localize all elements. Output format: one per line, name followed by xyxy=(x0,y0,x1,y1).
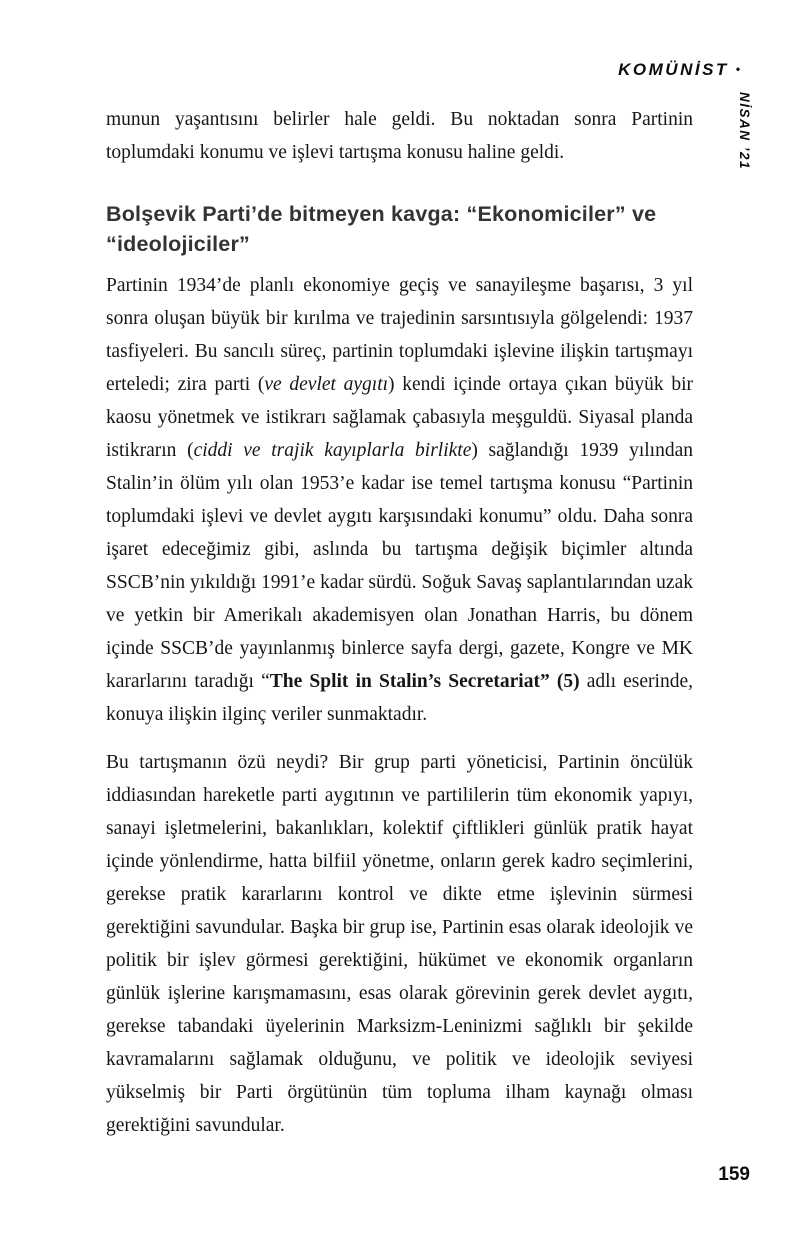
text-run: ) kendi içinde ortaya çıkan büyük bir kaosu yönetmek ve istikrarı sağlamak çabasıyla meşguldü. Siyasal planda istikrarın ( xyxy=(106,374,693,461)
text-run: adlı eserinde, konuya ilişkin ilginç veriler sunmaktadır. xyxy=(106,671,693,725)
section-heading: Bolşevik Parti’de bitmeyen kavga: “Ekonomiciler” ve “ideolojiciler” xyxy=(106,202,657,256)
text-run: ciddi ve trajik kayıplarla birlikte xyxy=(193,440,472,461)
text-run: ) sağlandığı 1939 yılından Stalin’in ölüm yılı olan 1953’e kadar ise temel tartışma konusu “Partinin toplumdaki işlevi ve devlet aygıtı karşısındaki konumu” oldu. Daha sonra işaret edeceğimiz gibi, aslında bu tartışma değişik biçimler altında SSCB’nin yıkıldığı 1991’e kadar sürdü. Soğuk Savaş saplantılarından uzak ve yetkin bir Amerikalı akademisyen olan Jonathan Harris, bu dönem içinde SSCB’de yayınlanmış binlerce sayfa dergi, gazete, Kongre ve MK kararlarını taradığı “ xyxy=(106,440,693,692)
body-paragraph-2 xyxy=(106,746,693,1142)
masthead xyxy=(0,60,740,80)
body-paragraph-1 xyxy=(106,269,693,731)
page-content xyxy=(106,103,693,1157)
masthead-bullet-icon: • xyxy=(735,62,740,76)
text-run: Bu tartışmanın özü neydi? Bir grup parti yöneticisi, Partinin öncülük iddiasından hareketle parti aygıtının ve partililerin tüm ekonomik yapıyı, sanayi işletmelerini, bakanlıkları, kolektif çiftlikleri günlük pratik hayat içinde yönlendirme, hatta bilfiil yönetme, onların gerek kadro seçimlerini, gerekse pratik kararlarını kontrol ve dikte etme işlevinin sürmesi gerektiğini savundular. Başka bir grup ise, Partinin esas olarak ideolojik ve politik bir işlev görmesi gerektiğini, hükümet ve ekonomik organların günlük işlerine karışmamasını, esas olarak görevinin gerek devlet aygıtı, gerekse tabandaki üyelerinin Marksizm-Leninizmi sağlıklı bir şekilde kavramalarını sağlamak olduğunu, ve politik ve ideolojik seviyesi yükselmiş bir Parti örgütünün tüm topluma ilham kaynağı olması gerektiğini savundular. xyxy=(106,752,693,1136)
text-run: The Split in Stalin’s Secretariat” (5) xyxy=(269,671,580,692)
text-run: ve devlet aygıtı xyxy=(264,374,389,395)
page-number: 159 xyxy=(718,1164,750,1185)
issue-date-vertical: NİSAN ’21 xyxy=(737,92,752,171)
text-run: Partinin 1934’de planlı ekonomiye geçiş ve sanayileşme başarısı, 3 yıl sonra oluşan büyük bir kırılma ve trajedinin sarsıntısıyla gölgelendi: 1937 tasfiyeleri. Bu sancılı süreç, partinin toplumdaki işlevine ilişkin tartışmayı erteledi; zira parti ( xyxy=(106,275,693,395)
magazine-title: KOMÜNİST xyxy=(618,60,729,79)
text-run: munun yaşantısını belirler hale geldi. Bu noktadan sonra Partinin toplumdaki konumu ve işlevi tartışma konusu haline geldi. xyxy=(106,109,693,163)
body-paragraph-intro xyxy=(106,103,693,169)
